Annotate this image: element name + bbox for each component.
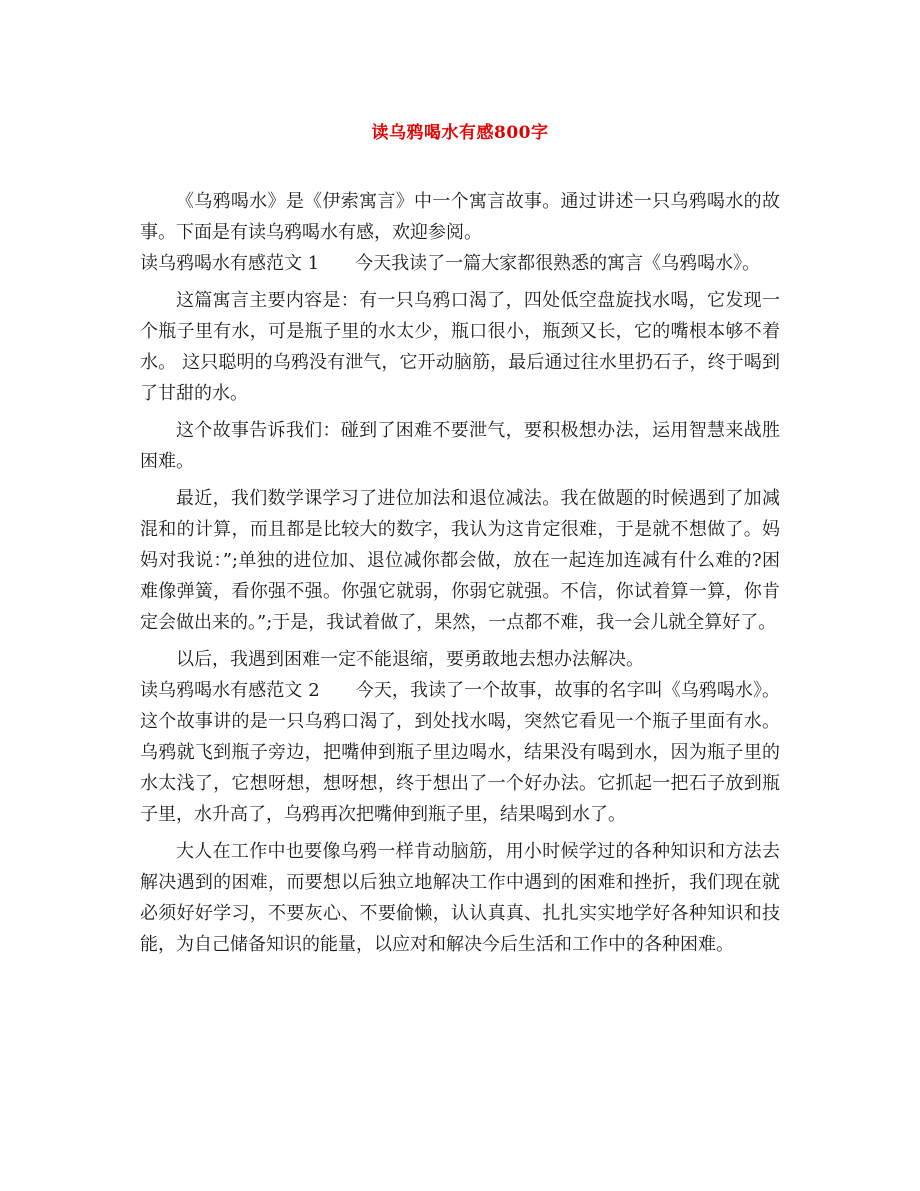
paragraph-sample-1-heading: 读乌鸦喝水有感范文 1 今天我读了一篇大家都很熟悉的寓言《乌鸦喝水》。 <box>140 253 761 274</box>
paragraph-sample-2-conclusion: 大人在工作中也要像乌鸦一样肯动脑筋，用小时候学过的各种知识和方法去解决遇到的困难，而要想以后独立地解决工作中遇到的困难和挫折，我们现在就必须好好学习，不要灰心、不要偷懒，认认真真、扎扎实实地学好各种知识和技能，为自己储备知识的能量，以应对和解决今后生活和工作中的各种困难。 <box>140 841 780 955</box>
paragraph-sample-1-math-story: 最近，我们数学课学习了进位加法和退位减法。我在做题的时候遇到了加减混和的计算，而且都是比较大的数字，我认为这肯定很难，于是就不想做了。妈妈对我说：”;单独的进位加、退位减你都会做，放在一起连加连减有什么难的?困难像弹簧，看你强不强。你强它就弱，你弱它就强。不信，你试着算一算，你肯定会做出来的。”;于是，我试着做了，果然，一点都不难，我一会儿就全算好了。 <box>140 488 780 633</box>
document-body <box>140 186 780 960</box>
paragraph-sample-1-lesson: 这个故事告诉我们：碰到了困难不要泄气，要积极想办法，运用智慧来战胜困难。 <box>140 420 780 472</box>
paragraph-sample-2-story: 读乌鸦喝水有感范文 2 今天，我读了一个故事，故事的名字叫《乌鸦喝水》。这个故事讲的是一只乌鸦口渴了，到处找水喝，突然它看见一个瓶子里面有水。乌鸦就飞到瓶子旁边，把嘴伸到瓶子里边喝水，结果没有喝到水，因为瓶子里的水太浅了，它想呀想，想呀想，终于想出了一个好办法。它抓起一把石子放到瓶子里，水升高了，乌鸦再次把嘴伸到瓶子里，结果喝到水了。 <box>140 680 780 825</box>
paragraph-sample-1-summary: 这篇寓言主要内容是：有一只乌鸦口渴了，四处低空盘旋找水喝，它发现一个瓶子里有水，可是瓶子里的水太少，瓶口很小，瓶颈又长，它的嘴根本够不着水。 这只聪明的乌鸦没有泄气，它开动脑筋，最后通过往水里扔石子，终于喝到了甘甜的水。 <box>140 290 780 404</box>
document-title: 读乌鸦喝水有感800字 <box>371 123 549 143</box>
paragraph-intro: 《乌鸦喝水》是《伊索寓言》中一个寓言故事。通过讲述一只乌鸦喝水的故事。下面是有读乌鸦喝水有感，欢迎参阅。 <box>140 191 780 243</box>
paragraph-sample-1-conclusion: 以后，我遇到困难一定不能退缩，要勇敢地去想办法解决。 <box>176 649 644 670</box>
